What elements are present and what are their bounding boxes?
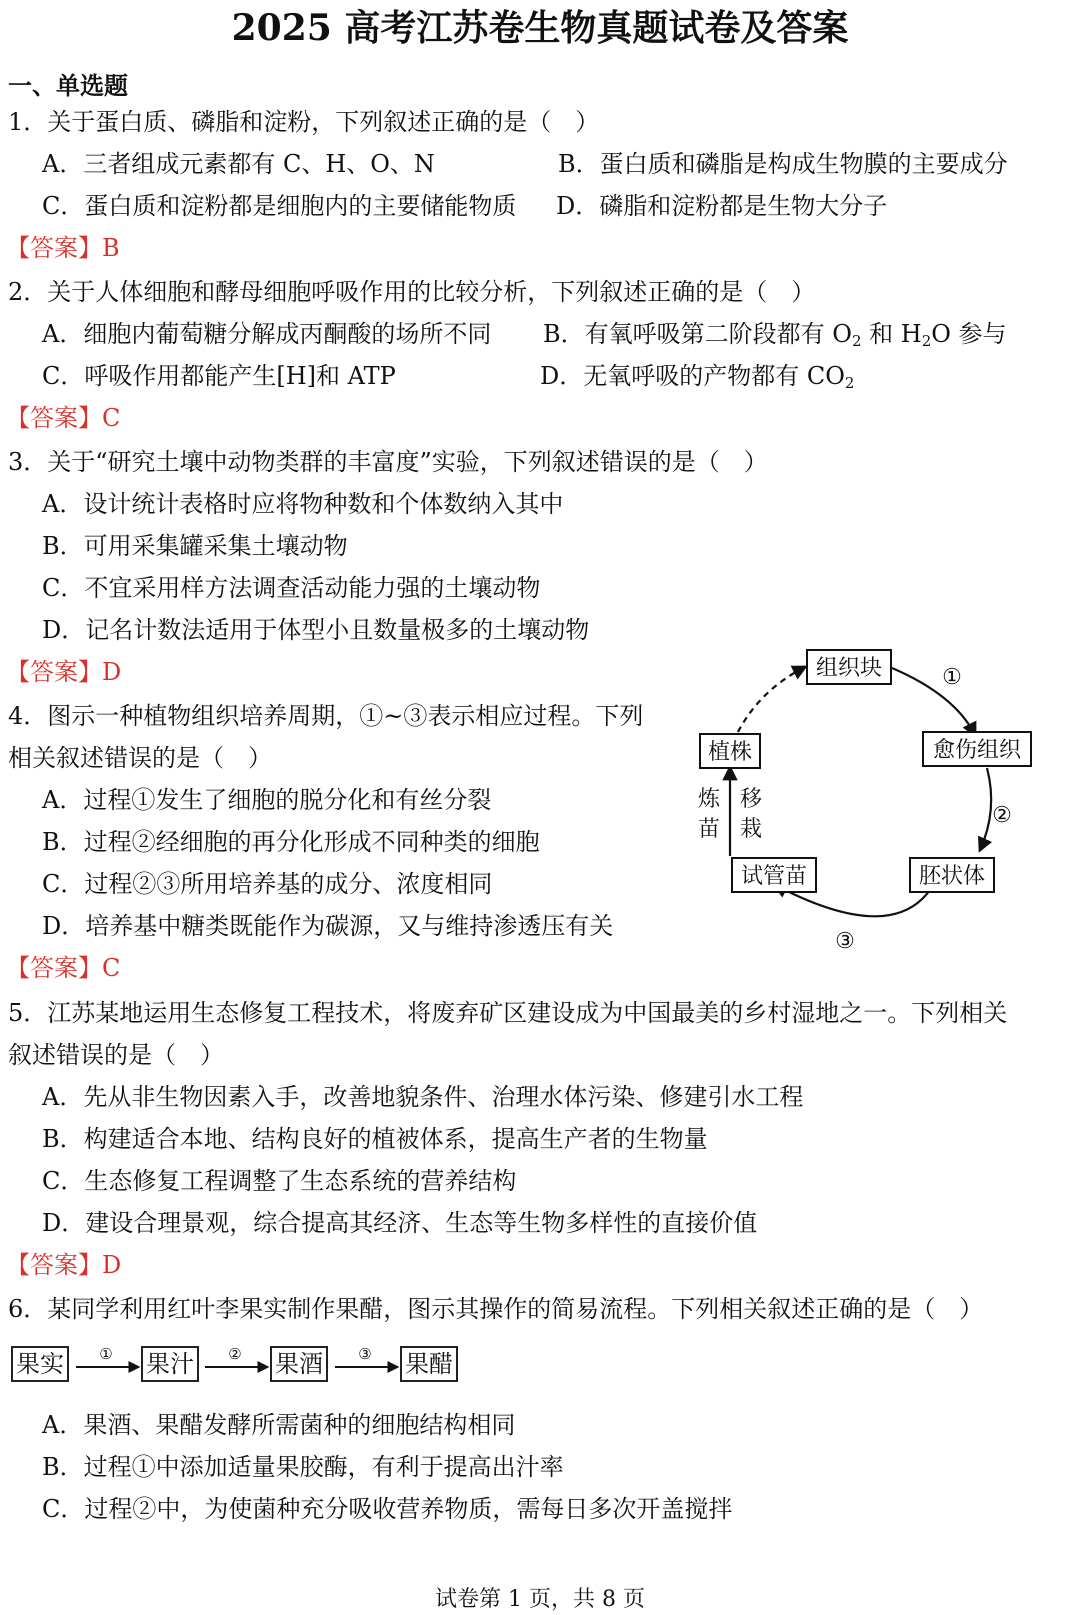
q1-option-b: B．蛋白质和磷脂是构成生物膜的主要成分 xyxy=(558,150,1008,178)
q4-option-b: B．过程②经细胞的再分化形成不同种类的细胞 xyxy=(42,828,540,856)
q6-option-a: A．果酒、果醋发酵所需菌种的细胞结构相同 xyxy=(42,1411,516,1439)
q1-option-c: C．蛋白质和淀粉都是细胞内的主要储能物质 xyxy=(42,192,517,220)
arrow-5-dashed xyxy=(738,667,805,732)
q5-option-c: C．生态修复工程调整了生态系统的营养结构 xyxy=(42,1167,517,1195)
q5-stem-line2: 叙述错误的是（ ） xyxy=(8,1041,224,1069)
q4-option-d: D．培养基中糖类既能作为碳源，又与维持渗透压有关 xyxy=(42,912,614,940)
label-hardening-1: 炼 xyxy=(697,787,721,812)
label-transplant-1: 移 xyxy=(739,787,763,812)
section-heading: 一、单选题 xyxy=(8,71,128,100)
flow-box-fruit: 果实 xyxy=(11,1346,69,1382)
q4-answer: 【答案】C xyxy=(6,954,121,982)
q3-answer: 【答案】D xyxy=(6,658,122,686)
q4-option-a: A．过程①发生了细胞的脱分化和有丝分裂 xyxy=(42,786,492,814)
q2-stem: 2．关于人体细胞和酵母细胞呼吸作用的比较分析，下列叙述正确的是（ ） xyxy=(8,278,816,306)
label-hardening-2: 苗 xyxy=(697,817,721,842)
q2-answer: 【答案】C xyxy=(6,404,121,432)
q6-stem: 6．某同学利用红叶李果实制作果醋，图示其操作的简易流程。下列相关叙述正确的是（ ） xyxy=(8,1295,984,1323)
q5-option-a: A．先从非生物因素入手，改善地貌条件、治理水体污染、修建引水工程 xyxy=(42,1083,804,1111)
q2-option-c: C．呼吸作用都能产生[H]和 ATP xyxy=(42,362,396,390)
q2-option-a: A．细胞内葡萄糖分解成丙酮酸的场所不同 xyxy=(42,320,492,348)
q6-option-c: C．过程②中，为使菌种充分吸收营养物质，需每日多次开盖搅拌 xyxy=(42,1495,733,1523)
q3-option-b: B．可用采集罐采集土壤动物 xyxy=(42,532,348,560)
arrow-2 xyxy=(980,768,991,850)
vinegar-process-flow xyxy=(0,1340,480,1390)
flow-box-vinegar: 果醋 xyxy=(400,1346,458,1382)
q3-option-c: C．不宜采用样方法调查活动能力强的土壤动物 xyxy=(42,574,541,602)
flow-box-juice: 果汁 xyxy=(141,1346,199,1382)
flow-box-wine: 果酒 xyxy=(270,1346,328,1382)
step-2-label: ② xyxy=(992,803,1012,828)
q3-option-d: D．记名计数法适用于体型小且数量极多的土壤动物 xyxy=(42,616,590,644)
q3-option-a: A．设计统计表格时应将物种数和个体数纳入其中 xyxy=(42,490,564,518)
step-1-label: ① xyxy=(942,665,962,690)
q4-stem-line2: 相关叙述错误的是（ ） xyxy=(8,744,272,772)
page-footer: 试卷第 1 页，共 8 页 xyxy=(435,1587,645,1612)
q4-stem-line1: 4．图示一种植物组织培养周期，①~③表示相应过程。下列 xyxy=(8,702,644,730)
node-plant: 植株 xyxy=(707,740,753,765)
q1-option-a: A．三者组成元素都有 C、H、O、N xyxy=(42,150,435,178)
node-embryoid: 胚状体 xyxy=(918,864,986,889)
label-transplant-2: 栽 xyxy=(739,817,763,842)
step-3-label: ③ xyxy=(835,929,855,954)
q5-option-d: D．建设合理景观，综合提高其经济、生态等生物多样性的直接价值 xyxy=(42,1209,758,1237)
page-title: 2025 高考江苏卷生物真题试卷及答案 xyxy=(231,7,849,49)
q3-stem: 3．关于“研究土壤中动物类群的丰富度”实验，下列叙述错误的是（ ） xyxy=(8,448,768,476)
q1-option-d: D．磷脂和淀粉都是生物大分子 xyxy=(556,192,888,220)
node-tissue-block: 组织块 xyxy=(815,656,883,681)
flow-step-3: ③ xyxy=(358,1345,372,1363)
q1-answer: 【答案】B xyxy=(6,234,120,262)
node-plantlet: 试管苗 xyxy=(740,864,808,889)
q2-option-b: B．有氧呼吸第二阶段都有 $O_2$ 和 $H_2O$ 参与 xyxy=(543,320,1007,350)
q5-option-b: B．构建适合本地、结构良好的植被体系，提高生产者的生物量 xyxy=(42,1125,708,1153)
q2-option-d: D．无氧呼吸的产物都有 $CO_2$ xyxy=(540,362,855,392)
flow-step-2: ② xyxy=(228,1345,242,1363)
q6-option-b: B．过程①中添加适量果胶酶，有利于提高出汁率 xyxy=(42,1453,564,1481)
q1-stem: 1．关于蛋白质、磷脂和淀粉，下列叙述正确的是（ ） xyxy=(8,108,600,136)
tissue-culture-cycle-diagram xyxy=(690,640,1075,975)
node-callus: 愈伤组织 xyxy=(932,738,1022,763)
arrow-1 xyxy=(892,668,975,735)
q5-stem-line1: 5．江苏某地运用生态修复工程技术，将废弃矿区建设成为中国最美的乡村湿地之一。下列相关 xyxy=(8,999,1008,1027)
q5-answer: 【答案】D xyxy=(6,1251,122,1279)
flow-step-1: ① xyxy=(99,1345,113,1363)
q4-option-c: C．过程②③所用培养基的成分、浓度相同 xyxy=(42,870,493,898)
